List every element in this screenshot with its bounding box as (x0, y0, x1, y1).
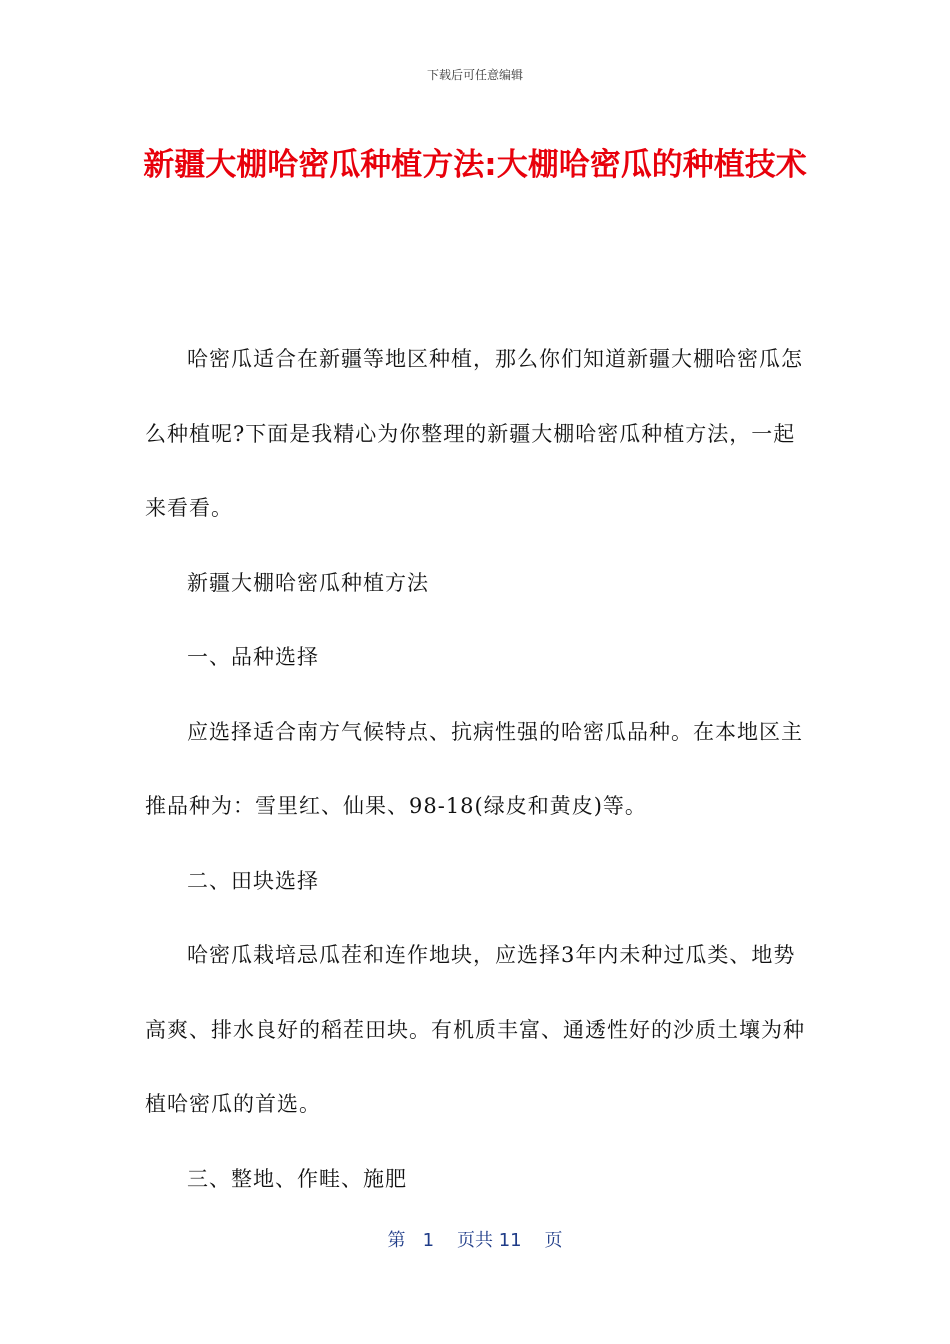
section-heading: 新疆大棚哈密瓜种植方法 (187, 570, 429, 595)
total-pages: 11 (498, 1230, 522, 1251)
paragraph-field: 哈密瓜栽培忌瓜茬和连作地块，应选择3年内未种过瓜类、地势高爽、排水良好的稻茬田块。有机质丰富、通透性好的沙质土壤为种植哈密瓜的首选。 (145, 943, 805, 1116)
page-number: 1 (422, 1230, 435, 1251)
header-note: 下载后可任意编辑 (426, 68, 523, 82)
document-body (145, 322, 807, 1216)
subheading-field: 二、田块选择 (187, 868, 319, 893)
paragraph-intro: 哈密瓜适合在新疆等地区种植，那么你们知道新疆大棚哈密瓜怎么种植呢?下面是我精心为你整理的新疆大棚哈密瓜种植方法，一起来看看。 (145, 347, 803, 520)
page-label-middle: 页共 (456, 1230, 493, 1251)
document-title: 新疆大棚哈密瓜种植方法:大棚哈密瓜的种植技术 (143, 147, 807, 183)
subheading-soil: 三、整地、作畦、施肥 (187, 1166, 407, 1191)
paragraph-variety: 应选择适合南方气候特点、抗病性强的哈密瓜品种。在本地区主推品种为：雪里红、仙果、98-18(绿皮和黄皮)等。 (145, 719, 803, 818)
page-footer (0, 1226, 950, 1252)
page-label-suffix: 页 (544, 1230, 563, 1251)
page-label-prefix: 第 (387, 1230, 406, 1251)
subheading-variety: 一、品种选择 (187, 645, 319, 669)
